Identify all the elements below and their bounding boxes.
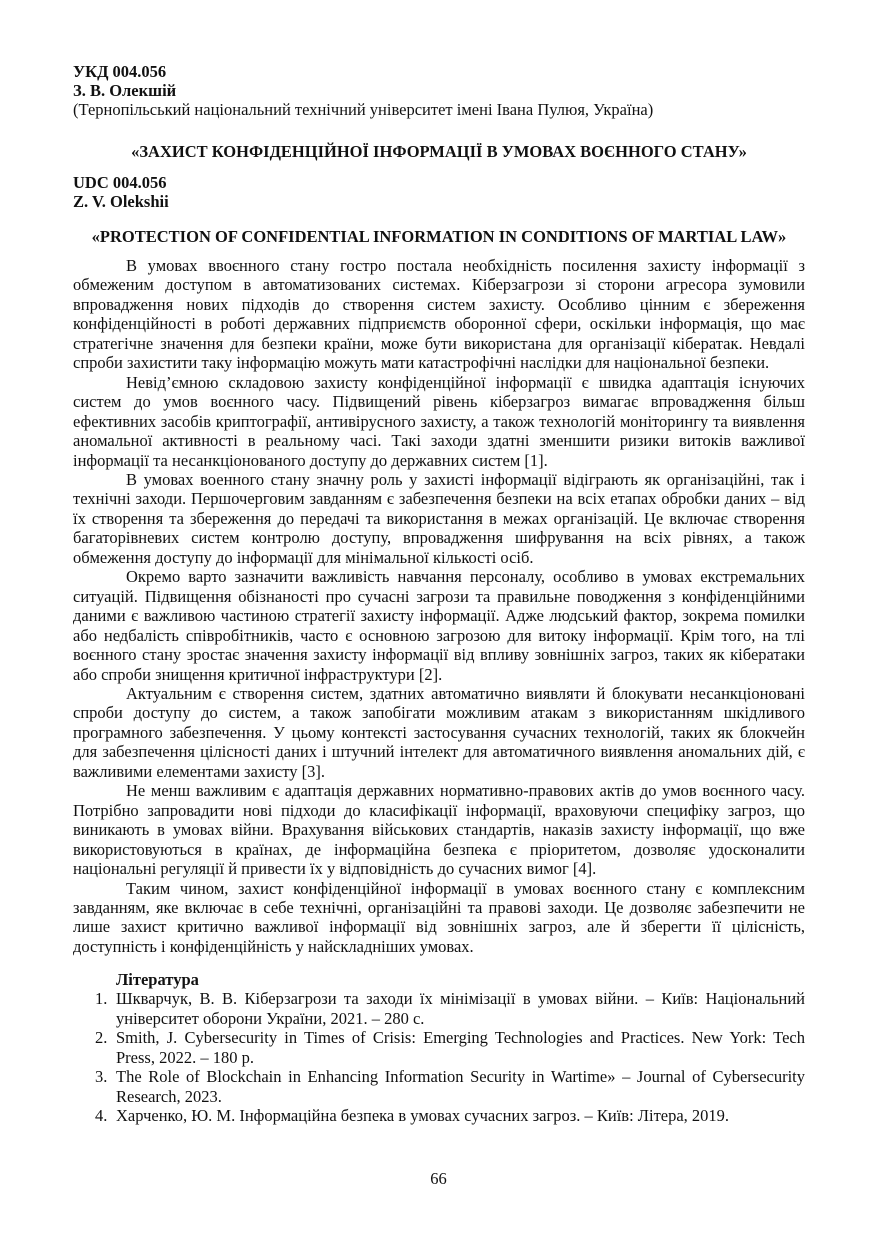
paragraph: Таким чином, захист конфіденційної інформації в умовах воєнного стану є комплексним завданням, яке включає в себе технічні, організаційні та правові заходи. Це дозволяє забезпечити не лише захист критично важливої інформації від зовнішніх загроз, але й зберегти її цілісність, доступність і конфіденційність у найскладніших умовах. [73,878,805,956]
paragraph: Не менш важливим є адаптація державних нормативно-правових актів до умов воєнного часу. Потрібно запровадити нові підходи до класифікації інформації, враховуючи специфіку загроз, що виникають в умовах війни. Врахування військових стандартів, наказів захисту інформації, що вже використовуються в країнах, де інформаційна безпека є пріоритетом, дозволяє удосконалити національні регуляції й привести їх у відповідність до сучасних вимог [4]. [73,781,805,879]
author-uk: З. В. Олекшій [73,81,177,100]
body-text [73,256,805,956]
title-en: «PROTECTION OF CONFIDENTIAL INFORMATION IN CONDITIONS OF MARTIAL LAW» [91,227,787,246]
reference-text: Шкварчук, В. В. Кіберзагрози та заходи їх мінімізації в умовах війни. – Київ: Національний університет оборони України, 2021. – 280 с. [116,989,805,1028]
reference-item [73,1028,805,1067]
reference-text: The Role of Blockchain in Enhancing Information Security in Wartime» – Journal of Cybersecurity Research, 2023. [116,1067,805,1106]
author-en: Z. V. Olekshii [73,192,169,211]
reference-text: Харченко, Ю. М. Інформаційна безпека в умовах сучасних загроз. – Київ: Літера, 2019. [116,1106,730,1126]
title-uk: «ЗАХИСТ КОНФІДЕНЦІЙНОЇ ІНФОРМАЦІЇ В УМОВАХ ВОЄННОГО СТАНУ» [131,142,747,161]
page-number: 66 [430,1169,447,1188]
references-heading: Література [116,970,199,990]
paper-page [73,62,805,1125]
paragraph: В умовах ввоєнного стану гостро постала необхідність посилення захисту інформації з обмеженим доступом в автоматизованих системах. Кіберзагрози зі сторони агресора зумовили впровадження нових підходів до створення систем захисту. Особливо цінним є збереження конфіденційності в роботі державних підприємств оборонної сфери, оскільки інформація, що має стратегічне значення для безпеки країни, може бути використана для організації кібератак. Невдалі спроби захистити таку інформацію можуть мати катастрофічні наслідки для національної безпеки. [73,256,805,373]
udc-en: UDC 004.056 [73,173,167,192]
paragraph: В умовах военного стану значну роль у захисті інформації відіграють як організаційні, так і технічні заходи. Першочерговим завданням є забезпечення безпеки на всіх етапах обробки даних – від їх створення та збереження до передачі та використання в межах організацій. Це включає створення багаторівневих систем контролю доступу, впровадження шифрування на всіх рівнях, а також обмеження доступу до інформації для мінімальної кількості осіб. [73,469,805,567]
affiliation-uk: (Тернопільський національний технічний університет імені Івана Пулюя, Україна) [73,100,654,119]
reference-item [73,1106,805,1125]
reference-number: 4. [95,1106,108,1126]
reference-number: 3. [95,1067,108,1087]
references-list [73,989,805,1125]
paragraph: Окремо варто зазначити важливість навчання персоналу, особливо в умовах екстремальних ситуацій. Підвищення обізнаності про сучасні загрози та правильне поводження з конфіденційними даними є важливою частиною стратегії захисту інформації. Адже людський фактор, зокрема помилки або недбалість співробітників, часто є основною загрозою для витоку інформації. Крім того, на тлі воєнного стану зростає значення захисту інформації від впливу зовнішніх загроз, таких як кібератаки або спроби знищення критичної інфраструктури [2]. [73,567,805,684]
reference-number: 1. [95,989,108,1009]
udc-uk: УКД 004.056 [73,62,167,81]
paragraph: Актуальним є створення систем, здатних автоматично виявляти й блокувати несанкціоновані спроби доступу до систем, а також запобігати можливим атакам з використанням шкідливого програмного забезпечення. У цьому контексті застосування сучасних технологій, таких як блокчейн для забезпечення цілісності даних і штучний інтелект для автоматичного виявлення аномальних дій, є важливими елементами захисту [3]. [73,683,805,781]
reference-item [73,1067,805,1106]
paragraph: Невід’ємною складовою захисту конфіденційної інформації є швидка адаптація існуючих систем до умов воєнного часу. Підвищений рівень кіберзагроз вимагає впровадження більш ефективних засобів криптографії, антивірусного захисту, а також технологій моніторингу та виявлення аномальної активності в реальному часі. Такі заходи здатні зменшити ризики витоків важливої інформації та несанкціонованого доступу до державних систем [1]. [73,372,805,470]
reference-number: 2. [95,1028,108,1048]
reference-item [73,989,805,1028]
reference-text: Smith, J. Cybersecurity in Times of Crisis: Emerging Technologies and Practices. New York: Tech Press, 2022. – 180 p. [116,1028,805,1067]
